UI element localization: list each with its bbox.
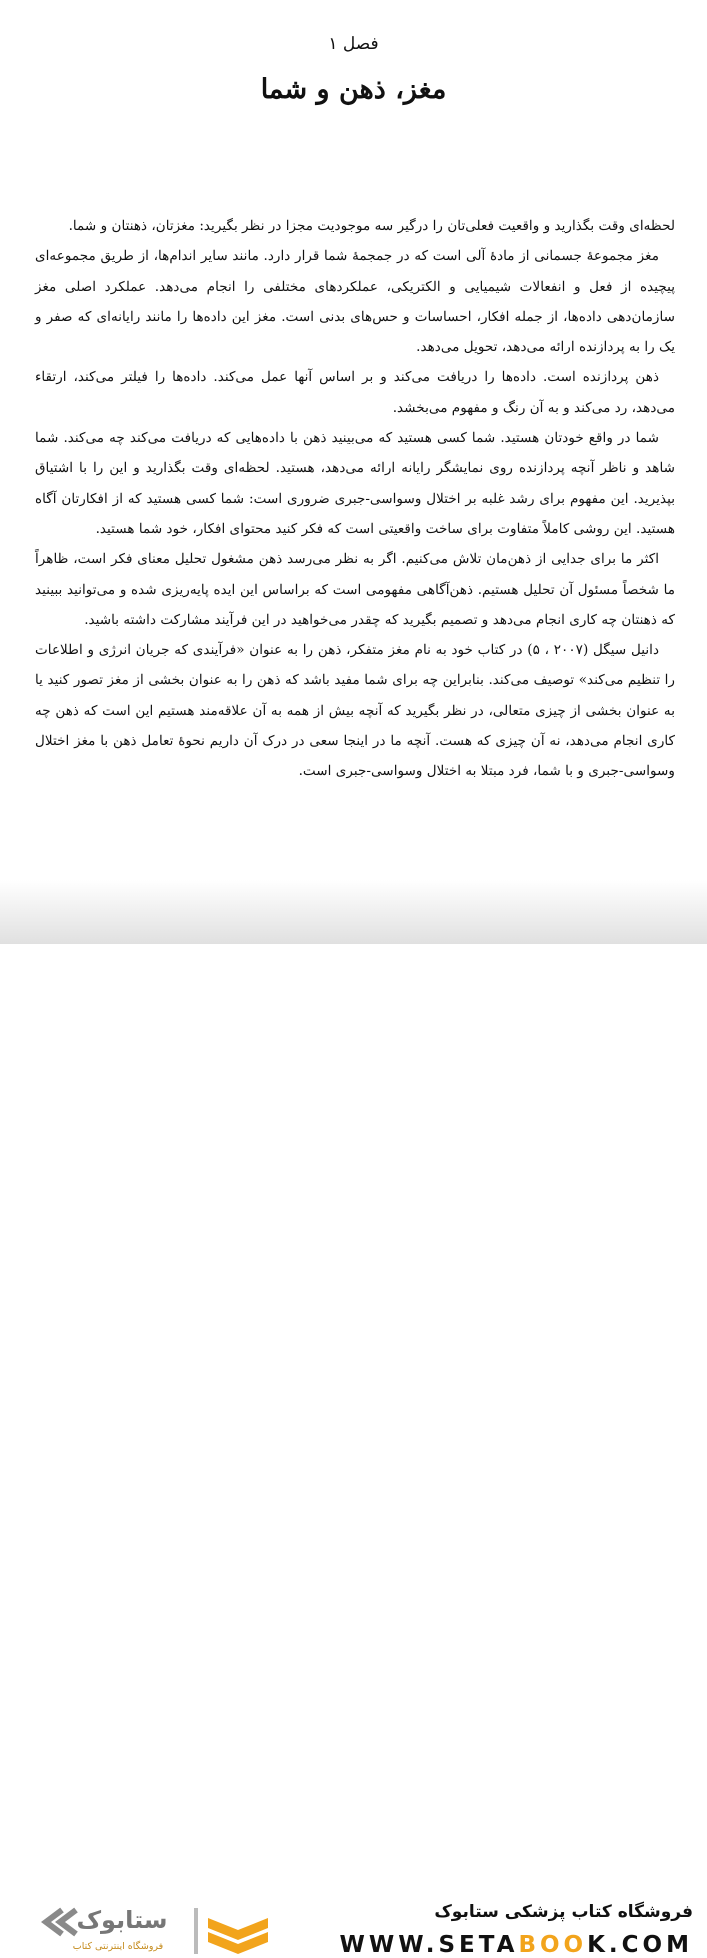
store-name: فروشگاه کتاب پزشکی ستابوک bbox=[434, 1902, 693, 1922]
chapter-number: فصل ۱ bbox=[328, 34, 379, 54]
paragraph: لحظه‌ای وقت بگذارید و واقعیت فعلی‌تان را درگیر سه موجودیت مجزا در نظر بگیرید: مغزتان، ذهنتان و شما. bbox=[68, 218, 675, 234]
paragraph: ذهن پردازنده است. داده‌ها را دریافت می‌کند و بر اساس آنها عمل می‌کند. داده‌ها را فیلتر می‌کند، ارتقاء می‌دهد، رد می‌کند و به آن رنگ و مفهوم می‌بخشد. bbox=[35, 369, 675, 416]
logo-subtitle: فروشگاه اینترنتی کتاب bbox=[72, 1941, 164, 1952]
url-prefix: WWW.SETA bbox=[339, 1932, 519, 1958]
url-suffix: K.COM bbox=[587, 1932, 693, 1958]
store-url bbox=[340, 1932, 693, 1958]
paragraph: دانیل سیگل (۲۰۰۷ ، ۵) در کتاب خود به نام مغز متفکر، ذهن را به عنوان «فرآیندی که جریان انرژی و اطلاعات را تنظیم می‌کند» توصیف می‌کند. بنابراین چه برای شما مفید باشد که ذهن را به عنوان بخشی از مغز تصور کنید یا به عنوان بخشی از چیزی متعالی، در نظر بگیرید که آنچه بیش از همه به آن علاقه‌مند هستیم این است که ذهن چه کاری انجام می‌دهد، نه آن چیزی که هست. آنچه ما در اینجا سعی در درک آن داریم نحوهٔ تعامل ذهن با مغز اختلال وسواسی-جبری و با شما، فرد مبتلا به اختلال وسواسی-جبری است. bbox=[35, 642, 675, 780]
book-page bbox=[0, 0, 707, 944]
paragraph: اکثر ما برای جدایی از ذهن‌مان تلاش می‌کنیم. اگر به نظر می‌رسد ذهن مشغول تحلیل معنای فکر است، ظاهراً ما شخصاً مسئول آن تحلیل هستیم. ذهن‌آگاهی مفهومی است که براساس این ایده پایه‌ریزی شده و می‌توانید ببینید که ذهنتان چه کاری انجام می‌دهد و تصمیم بگیرید که چقدر می‌خواهید در این فرآیند مشارکت داشته باشید. bbox=[35, 551, 675, 628]
paragraph: شما در واقع خودتان هستید. شما کسی هستید که می‌بینید ذهن با داده‌هایی که دریافت می‌کند چه می‌کند. شما شاهد و ناظر آنچه پردازنده روی نمایشگر رایانه ارائه می‌دهد، هستید. لحظه‌ای وقت بگذارید و این را با اشتیاق بپذیرید. این مفهوم برای رشد غلبه بر اختلال وسواسی-جبری ضروری است: شما کسی هستید که از افکارتان آگاه هستید. این روشی کاملاً متفاوت برای ساخت واقعیتی است که فکر کنید محتوای افکار، خود شما هستید. bbox=[35, 430, 675, 537]
chapter-body bbox=[35, 211, 675, 787]
chapter-title: مغز، ذهن و شما bbox=[260, 74, 447, 105]
paragraph: مغز مجموعهٔ جسمانی از مادهٔ آلی است که در جمجمهٔ شما قرار دارد. مانند سایر اندام‌ها، از طریق مجموعه‌ای پیچیده از فعل و انفعالات شیمیایی و الکتریکی، عملکردهای مختلفی را انجام می‌دهد. عملکرد اصلی مغز سازمان‌دهی داده‌ها، از جمله افکار، احساسات و حس‌های بدنی است. مغز این داده‌ها را مانند رایانه‌ای که صفر و یک را به پردازنده ارائه می‌دهد، تحویل می‌دهد. bbox=[35, 248, 675, 356]
url-accent: BOO bbox=[518, 1932, 588, 1958]
logo-wordmark: ستابوک bbox=[76, 1906, 168, 1934]
watermark-footer bbox=[0, 944, 707, 1958]
page-bottom-shadow bbox=[0, 880, 707, 944]
